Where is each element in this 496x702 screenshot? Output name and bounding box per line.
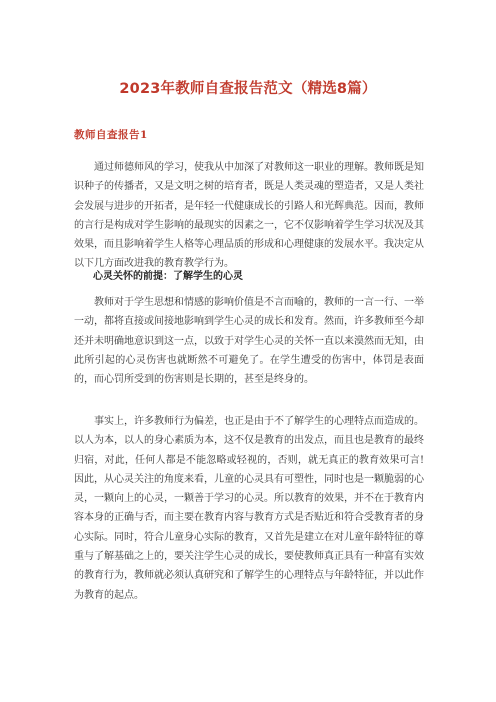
paragraph-intro: 通过师德师风的学习，使我从中加深了对教师这一职业的理解。教师既是知识种子的传播者，又是文明之树的培育者，既是人类灵魂的塑造者，又是人类社会发展与进步的开拓者，是年轻一代健康成长的引路人和光辉典范。因而，教师的言行是构成对学生影响的最现实的因素之一，它不仅影响着学生学习状况及其效果，而且影响着学生人格等心理品质的形成和心理健康的发展水平。我决定从以下几方面改进我的教育教学行为。 [74, 162, 424, 270]
paragraph-understanding-students: 事实上，许多教师行为偏差，也正是由于不了解学生的心理特点而造成的。以人为本，以人的身心素质为本，这不仅是教育的出发点，而且也是教育的最终归宿，对此，任何人都是不能忽略或轻视的，否则，就无真正的教育效果可言!因此，从心灵关注的角度来看，儿童的心灵具有可塑性，同时也是一颗脆弱的心灵，一颗向上的心灵，一颗善于学习的心灵。所以教育的效果，并不在于教育内容本身的正确与否，而主要在教育内容与教育方式是否贴近和符合受教育者的身心实际。同时，符合儿童身心实际的教育，又首先是建立在对儿童年龄特征的尊重与了解基础之上的，要关注学生心灵的成长，要使教师真正具有一种富有实效的教育行为，教师就必须认真研究和了解学生的心理特点与年龄特征，并以此作为教育的起点。 [74, 416, 424, 601]
document-title: 2023年教师自查报告范文（精选8篇） [119, 81, 377, 97]
section-heading: 教师自查报告1 [74, 129, 148, 141]
paragraph-teacher-influence: 教师对于学生思想和情感的影响价值是不言而喻的，教师的一言一行、一举一动，都将直接或间接地影响到学生心灵的成长和发育。然而，许多教师至今却还并未明确地意识到这一点，以致于对学生心灵的关怀一直以来漠然而无知，由此所引起的心灵伤害也就断然不可避免了。在学生遭受的伤害中，体罚是表面的，而心罚所受到的伤害则是长期的，甚至是终身的。 [74, 297, 424, 386]
sub-heading: 心灵关怀的前提：了解学生的心灵 [93, 271, 243, 282]
